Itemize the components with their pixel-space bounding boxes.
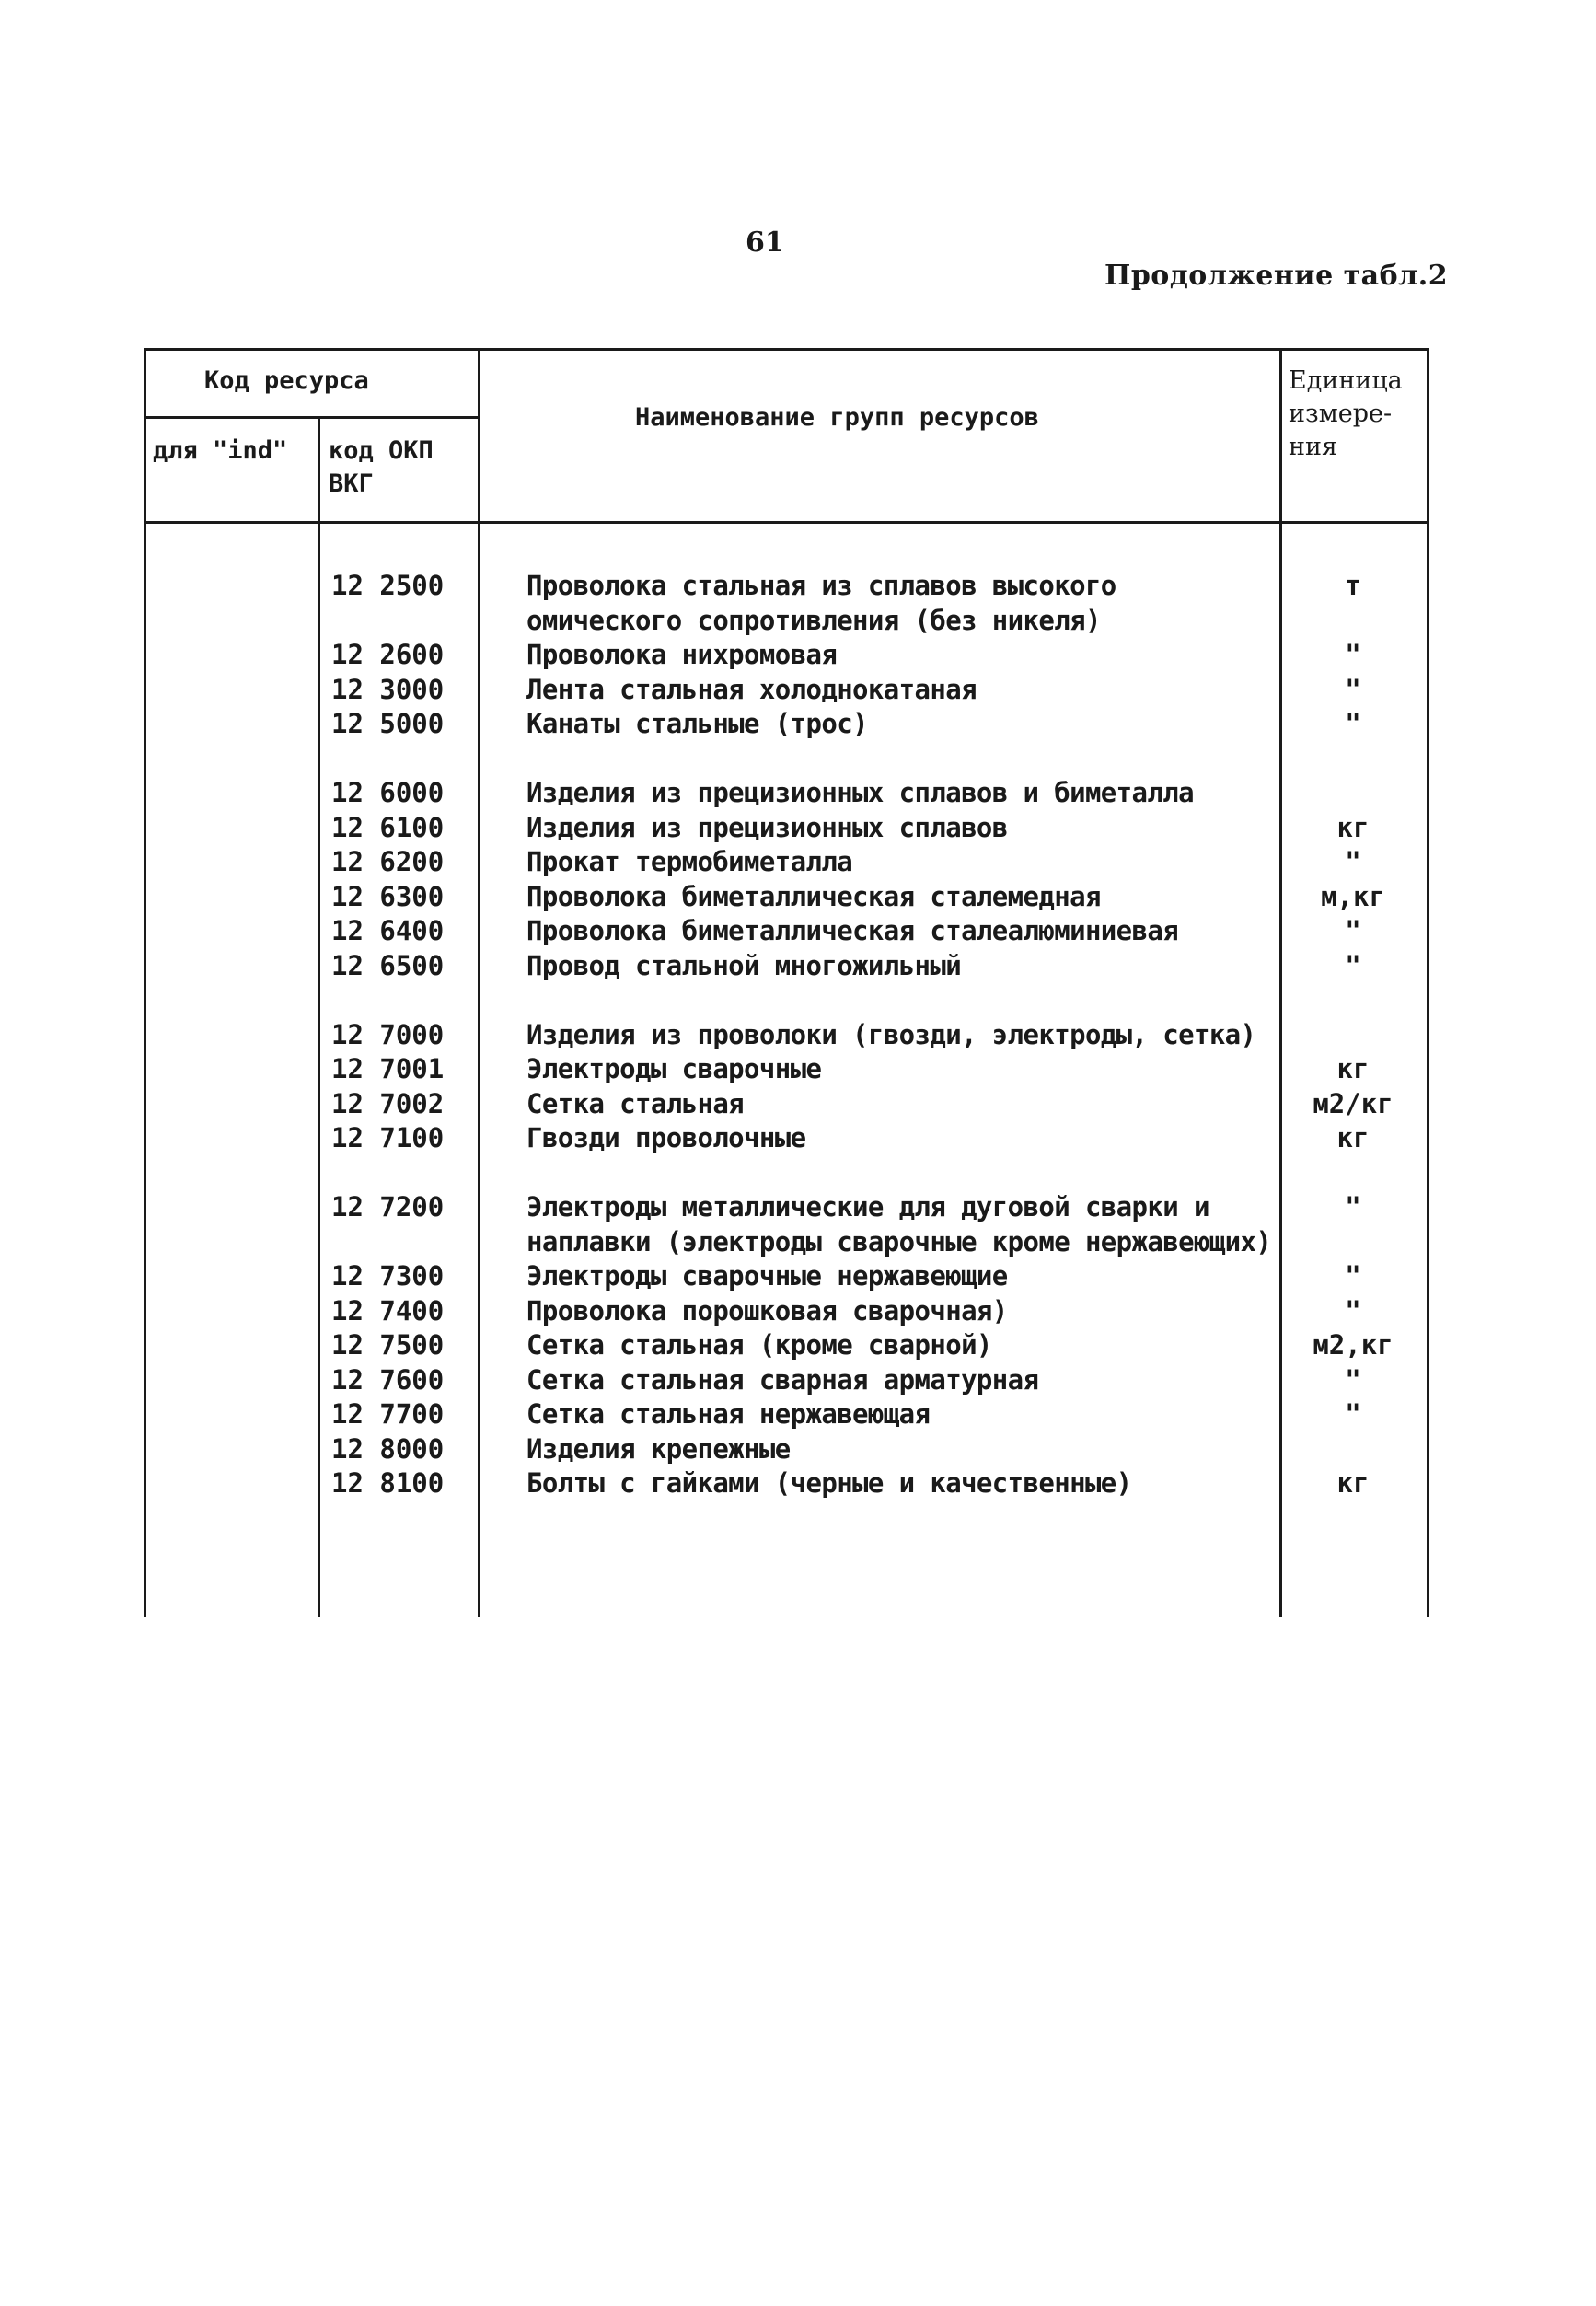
row-group-name: Сетка стальная сварная арматурная (526, 1363, 1039, 1396)
table-row (0, 1397, 1596, 1432)
row-group-name: Изделия из прецизионных сплавов и биметалла (526, 777, 1194, 808)
table-row (0, 845, 1596, 880)
table-continuation-caption: Продолжение табл.2 (1104, 260, 1449, 292)
row-unit: т (1345, 570, 1361, 601)
row-unit: " (1345, 949, 1361, 981)
table-row (0, 1121, 1596, 1156)
row-unit: кг (1336, 1467, 1370, 1499)
table-row (0, 638, 1596, 673)
row-unit: " (1345, 673, 1361, 705)
row-unit: м2,кг (1313, 1329, 1394, 1361)
header-resource-code: Код ресурса (204, 366, 369, 395)
row-unit: м,кг (1321, 880, 1385, 912)
row-group-name: Проволока порошковая сварочная) (526, 1294, 1008, 1327)
row-unit: " (1345, 915, 1361, 946)
header-unit-line2: измере- (1289, 400, 1393, 428)
table-row (0, 1363, 1596, 1398)
row-group-name: Гвозди проволочные (526, 1122, 806, 1153)
row-group-name: Сетка стальная нержавеющая (526, 1398, 931, 1430)
row-okp-code: 12 7001 (331, 1053, 445, 1084)
table-row (0, 1052, 1596, 1087)
row-okp-code: 12 7100 (331, 1122, 445, 1153)
row-group-name: Проволока биметаллическая сталемедная (526, 880, 1101, 912)
table-row (0, 880, 1596, 915)
row-unit: " (1345, 1363, 1361, 1396)
table-row (0, 673, 1596, 708)
row-group-name: Канаты стальные (трос) (526, 708, 868, 739)
row-group-name: Проволока биметаллическая сталеалюминиевая (526, 915, 1179, 946)
table-row (0, 811, 1596, 846)
row-group-name: Провод стальной многожильный (526, 949, 962, 981)
row-okp-code: 12 6000 (331, 777, 445, 808)
row-unit: кг (1336, 1122, 1370, 1153)
row-group-name: Проволока нихромовая (526, 639, 838, 670)
row-unit: м2/кг (1313, 1087, 1394, 1119)
row-group-name: Электроды сварочные (526, 1053, 822, 1084)
row-unit: " (1345, 1294, 1361, 1327)
row-okp-code: 12 6300 (331, 880, 445, 912)
row-okp-code: 12 7600 (331, 1363, 445, 1396)
table-row (0, 914, 1596, 949)
row-okp-code: 12 7700 (331, 1398, 445, 1430)
table-row (0, 1190, 1596, 1259)
row-okp-code: 12 7400 (331, 1294, 445, 1327)
row-group-name: Изделия крепежные (526, 1432, 791, 1465)
row-group-name: Проволока стальная из сплавов высокого омического сопротивления (без никеля) (526, 570, 1116, 636)
row-unit: " (1345, 1398, 1361, 1430)
row-okp-code: 12 5000 (331, 708, 445, 739)
row-unit: кг (1336, 811, 1370, 843)
row-unit: " (1345, 708, 1361, 739)
row-okp-code: 12 8100 (331, 1467, 445, 1499)
row-group-name: Электроды сварочные нержавеющие (526, 1260, 1008, 1292)
table-top-border (144, 348, 1429, 351)
header-group-name: Наименование групп ресурсов (635, 403, 1039, 432)
table-row (0, 949, 1596, 984)
header-okp-code-line1: код ОКП (329, 436, 434, 465)
row-group-name: Сетка стальная (526, 1087, 745, 1119)
row-okp-code: 12 6200 (331, 846, 445, 877)
row-group-name: Электроды металлические для дуговой сварки и наплавки (электроды сварочные кроме нержавеющих) (526, 1191, 1272, 1257)
table-row (0, 1087, 1596, 1122)
table-row (0, 1294, 1596, 1329)
row-okp-code: 12 2500 (331, 570, 445, 601)
table-row (0, 1432, 1596, 1467)
table-header-bottom-border (144, 521, 1429, 524)
row-okp-code: 12 7300 (331, 1260, 445, 1292)
row-group-name: Изделия из прецизионных сплавов (526, 811, 1008, 843)
row-unit: " (1345, 846, 1361, 877)
row-okp-code: 12 7002 (331, 1087, 445, 1119)
row-unit: " (1345, 1191, 1361, 1223)
row-group-name: Болты с гайками (черные и качественные) (526, 1467, 1132, 1499)
table-row (0, 776, 1596, 811)
row-okp-code: 12 7000 (331, 1018, 445, 1050)
page-number: 61 (746, 226, 784, 259)
table-row (0, 1328, 1596, 1363)
table-row (0, 707, 1596, 742)
row-group-name: Изделия из проволоки (гвозди, электроды, сетка) (526, 1018, 1256, 1050)
row-okp-code: 12 6400 (331, 915, 445, 946)
row-unit: кг (1336, 1053, 1370, 1084)
table-row (0, 569, 1596, 638)
header-okp-code (329, 435, 434, 501)
table-row (0, 1466, 1596, 1501)
row-okp-code: 12 2600 (331, 639, 445, 670)
table-body (0, 569, 1596, 1501)
row-group-name: Сетка стальная (кроме сварной) (526, 1329, 992, 1361)
row-unit: " (1345, 639, 1361, 670)
row-okp-code: 12 6100 (331, 811, 445, 843)
header-unit (1289, 365, 1403, 464)
row-okp-code: 12 3000 (331, 673, 445, 705)
row-okp-code: 12 7200 (331, 1191, 445, 1223)
row-group-name: Лента стальная холоднокатаная (526, 673, 977, 705)
table-row (0, 1259, 1596, 1294)
row-okp-code: 12 8000 (331, 1432, 445, 1465)
row-group-name: Прокат термобиметалла (526, 846, 853, 877)
row-okp-code: 12 7500 (331, 1329, 445, 1361)
header-unit-line3: ния (1289, 433, 1338, 461)
table-header-split-line (144, 416, 480, 419)
table-row (0, 1018, 1596, 1053)
header-okp-code-line2: ВКГ (329, 469, 374, 498)
header-for-ind: для "ind" (153, 436, 288, 465)
header-unit-line1: Единица (1289, 366, 1403, 395)
row-okp-code: 12 6500 (331, 949, 445, 981)
row-unit: " (1345, 1260, 1361, 1292)
